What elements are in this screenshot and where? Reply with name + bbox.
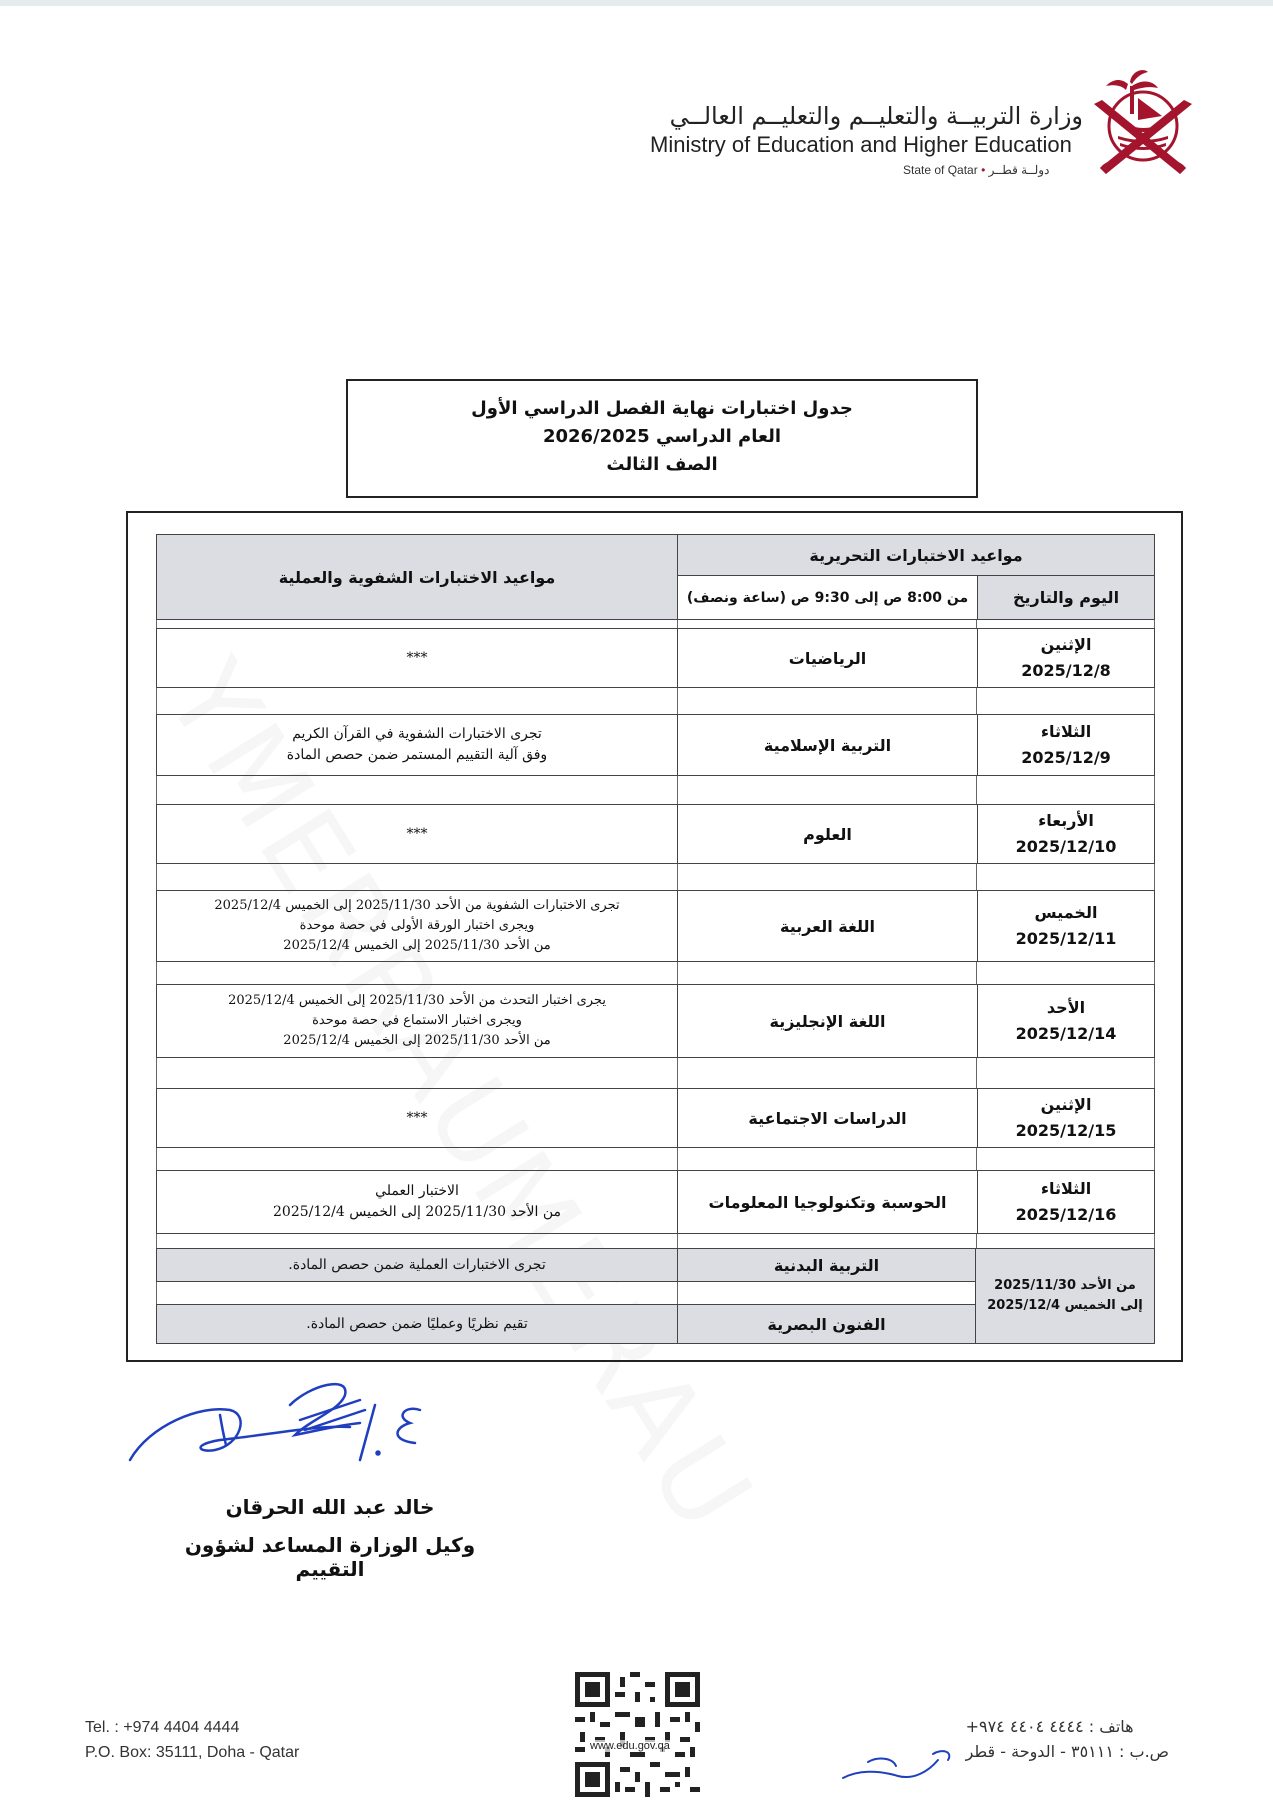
oral-notes-cell	[156, 714, 678, 776]
oral-notes-cell	[156, 628, 678, 688]
note-line: ويجرى اختبار الورقة الأولى في حصة موحدة	[299, 918, 535, 933]
subject-cell: اللغة الإنجليزية	[677, 984, 978, 1058]
top-border	[0, 0, 1273, 6]
signer-title: وكيل الوزارة المساعد لشؤون التقييم	[184, 1533, 476, 1581]
note-line: من الأحد 2025/11/30 إلى الخميس 2025/12/4	[273, 1204, 561, 1220]
exam-date: 2025/12/14	[1015, 1024, 1117, 1043]
header-written-exams: مواعيد الاختبارات التحريرية	[677, 534, 1155, 576]
state-english: State of Qatar	[903, 163, 978, 177]
row-spacer	[156, 864, 1155, 890]
day-name: الإثنين	[1040, 1095, 1092, 1114]
note-line: تجرى الاختبارات الشفوية في القرآن الكريم	[292, 726, 542, 742]
telephone-arabic: هاتف : ٤٤٤٤ ٤٤٠٤ ٩٧٤+	[965, 1717, 1134, 1736]
row-spacer	[156, 1058, 1155, 1088]
day-name: الإثنين	[1040, 635, 1092, 654]
note-line: من الأحد 2025/11/30 إلى الخميس 2025/12/4	[283, 938, 551, 953]
website-url[interactable]: www.edu.gov.qa	[590, 1740, 670, 1752]
footer-contact-arabic	[966, 1714, 1169, 1764]
state-arabic: دولــة قطــر	[988, 163, 1050, 177]
oral-notes-cell	[156, 804, 678, 864]
day-date-cell	[977, 890, 1155, 962]
po-box-arabic: ص.ب : ٣٥١١١ - الدوحة - قطر	[965, 1742, 1169, 1761]
exam-date: 2025/12/11	[1015, 929, 1117, 948]
handwritten-signature-icon	[120, 1365, 490, 1485]
day-name: الثلاثاء	[1040, 1179, 1092, 1198]
state-line	[903, 163, 1049, 177]
exam-date: 2025/12/8	[1021, 661, 1111, 680]
title-line-1: جدول اختبارات نهاية الفصل الدراسي الأول	[471, 398, 853, 419]
range-start: من الأحد 2025/11/30	[994, 1278, 1136, 1293]
signer-name: خالد عبد الله الحرقان	[225, 1495, 435, 1519]
note-line: وفق آلية التقييم المستمر ضمن حصص المادة	[286, 747, 548, 763]
note-line: تجرى الاختبارات الشفوية من الأحد 2025/11/30 إلى الخميس 2025/12/4	[214, 898, 620, 913]
document-title-box	[346, 379, 978, 498]
note-line: ***	[406, 825, 428, 842]
oral-notes-cell	[156, 984, 678, 1058]
initials-signature-icon	[838, 1740, 958, 1790]
day-name: الأربعاء	[1038, 811, 1094, 830]
exam-date: 2025/12/9	[1021, 748, 1111, 767]
row-spacer	[156, 1148, 1155, 1170]
title-line-3: الصف الثالث	[606, 454, 718, 475]
qr-code-icon[interactable]	[575, 1672, 700, 1797]
oral-notes-cell	[156, 1170, 678, 1234]
ministry-name-english: Ministry of Education and Higher Education	[650, 132, 1072, 157]
row-spacer	[156, 776, 1155, 804]
header-oral-practical: مواعيد الاختبارات الشفوية والعملية	[156, 534, 678, 620]
day-date-cell	[977, 804, 1155, 864]
day-date-cell	[977, 1088, 1155, 1148]
note-line: ويجرى اختبار الاستماع في حصة موحدة	[312, 1013, 522, 1028]
note-visual-arts: تقيم نظريًا وعمليًا ضمن حصص المادة.	[156, 1304, 678, 1344]
header-day-date: اليوم والتاريخ	[977, 575, 1155, 620]
telephone-english: Tel. : +974 4404 4444	[85, 1719, 240, 1736]
row-spacer	[156, 1234, 1155, 1248]
note-line: الاختبار العملي	[375, 1183, 459, 1199]
row-spacer	[156, 962, 1155, 984]
note-line: ***	[406, 1109, 428, 1126]
subject-cell: الدراسات الاجتماعية	[677, 1088, 978, 1148]
day-date-cell	[977, 628, 1155, 688]
subject-cell: اللغة العربية	[677, 890, 978, 962]
po-box-english: P.O. Box: 35111, Doha - Qatar	[85, 1744, 300, 1761]
note-physical-education: تجرى الاختبارات العملية ضمن حصص المادة.	[156, 1248, 678, 1282]
exam-date: 2025/12/15	[1015, 1121, 1117, 1140]
header-exam-time: من 8:00 ص إلى 9:30 ص (ساعة ونصف)	[677, 575, 978, 620]
day-date-cell	[977, 714, 1155, 776]
day-name: الخميس	[1034, 903, 1098, 922]
oral-notes-cell	[156, 1088, 678, 1148]
note-line: من الأحد 2025/11/30 إلى الخميس 2025/12/4	[283, 1033, 551, 1048]
subject-cell: العلوم	[677, 804, 978, 864]
exam-date: 2025/12/16	[1015, 1205, 1117, 1224]
separator-dot-icon: •	[981, 163, 986, 177]
row-spacer	[156, 620, 1155, 628]
subject-cell: التربية الإسلامية	[677, 714, 978, 776]
qatar-emblem-icon	[1088, 64, 1198, 182]
exam-date: 2025/12/10	[1015, 837, 1117, 856]
range-end: إلى الخميس 2025/12/4	[987, 1298, 1143, 1313]
ministry-name-arabic: وزارة التربيــة والتعليــم والتعليــم العالــي	[669, 102, 1083, 130]
note-line: يجرى اختبار التحدث من الأحد 2025/11/30 إلى الخميس 2025/12/4	[228, 993, 606, 1008]
date-range-cell	[975, 1248, 1155, 1344]
subject-cell: الرياضيات	[677, 628, 978, 688]
row-spacer	[156, 688, 1155, 714]
oral-notes-cell	[156, 890, 678, 962]
subject-cell-visual-arts: الفنون البصرية	[677, 1304, 976, 1344]
day-date-cell	[977, 984, 1155, 1058]
day-name: الأحد	[1046, 998, 1086, 1017]
subject-cell-physical-education: التربية البدنية	[677, 1248, 976, 1282]
day-date-cell	[977, 1170, 1155, 1234]
subject-cell: الحوسبة وتكنولوجيا المعلومات	[677, 1170, 978, 1234]
footer-contact-english	[85, 1715, 299, 1765]
day-name: الثلاثاء	[1040, 722, 1092, 741]
title-line-2: العام الدراسي 2026/2025	[542, 426, 782, 447]
note-line: ***	[406, 649, 428, 666]
